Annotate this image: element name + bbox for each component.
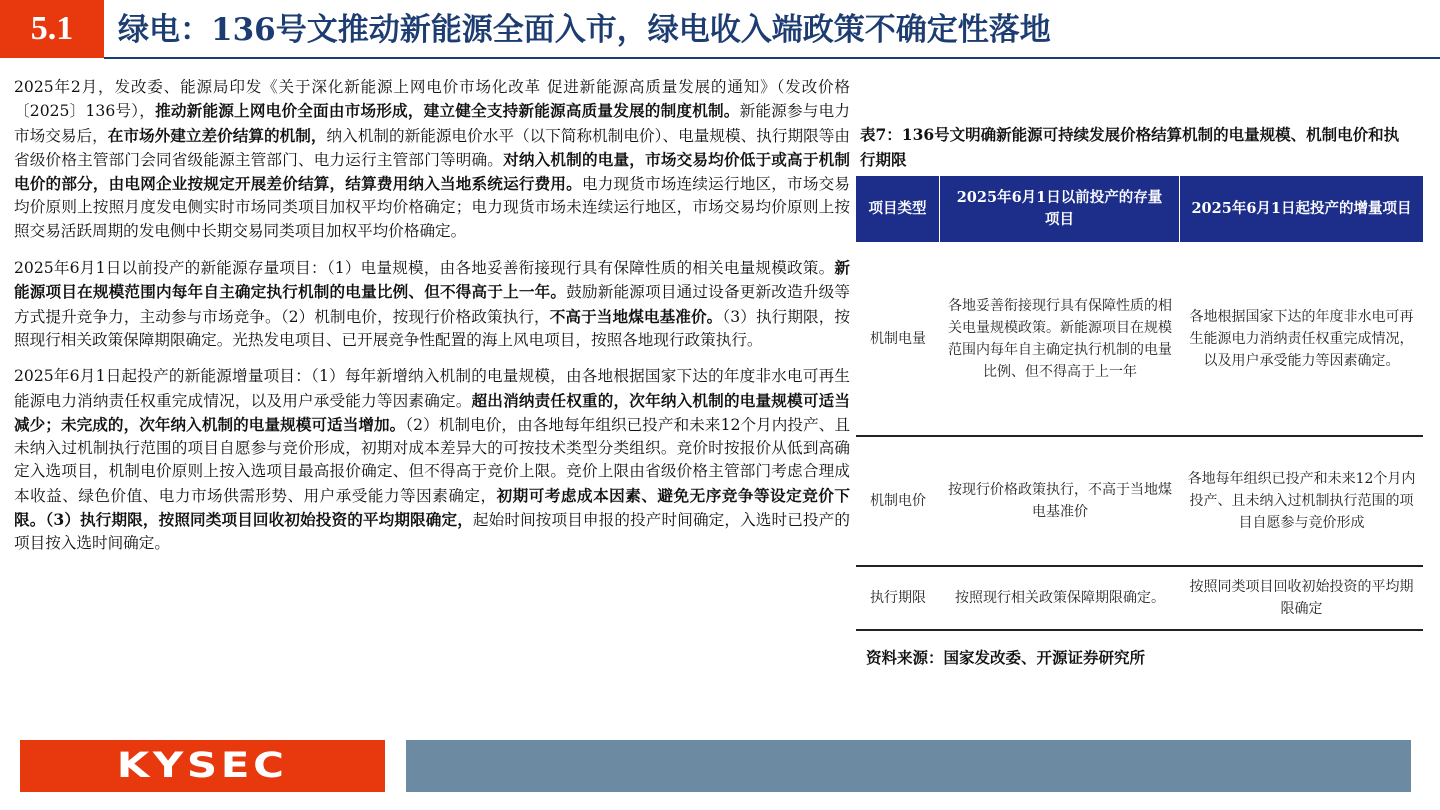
header-divider [104, 57, 1440, 59]
table-header-row [856, 176, 1423, 242]
emphasis-text: 不高于当地煤电基准价。 [549, 306, 723, 326]
emphasis-text: 对纳入机制的电量，市场交易均价低于或高于机制电价的部分，由电网企业按规定开展差价结算，结算费用纳入当地系统运行费用。 [14, 149, 850, 194]
emphasis-text: 超出消纳责任权重的，次年纳入机制的电量规模可适当减少；未完成的，次年纳入机制的电量规模可适当增加。 [14, 390, 850, 434]
paragraph-text: 2025年6月1日以前投产的新能源存量项目：（1）电量规模，由各地妥善衔接现行具有保障性质的相关电量规模政策。 [14, 259, 835, 278]
table-cell: 各地根据国家下达的年度非水电可再生能源电力消纳责任权重完成情况，以及用户承受能力等因素确定。 [1189, 308, 1414, 369]
emphasis-text: 在市场外建立差价结算的机制， [107, 125, 327, 145]
table-header-cell: 2025年6月1日以前投产的存量项目 [940, 176, 1180, 242]
table-source-note: 资料来源：国家发改委、开源证券研究所 [866, 648, 1146, 667]
paragraph-text: （3）执行期限，按照现行相关政策保障期限确定。光热发电项目、已开展竞争性配置的海上风电项目，按照各地现行政策执行。 [14, 307, 850, 349]
body-paragraph [14, 76, 850, 243]
paragraph-text: 2025年2月，发改委、能源局印发《关于深化新能源上网电价市场化改革 促进新能源高质量发展的通知》（发改价格〔2025〕136号）， [14, 78, 850, 121]
paragraph-text: 起始时间按项目申报的投产时间确定，入选时已投产的项目按入选时间确定。 [14, 511, 850, 553]
paragraph-text: 新能源参与电力市场交易后， [14, 102, 850, 145]
table-header-cell: 2025年6月1日起投产的增量项目 [1191, 200, 1412, 217]
table-cell: 按照同类项目回收初始投资的平均期限确定 [1189, 579, 1414, 617]
table-row [856, 242, 1423, 437]
footer-bar [406, 740, 1411, 792]
table-cell: 各地每年组织已投产和未来12个月内投产、且未纳入过机制执行范围的项目自愿参与竞价形成 [1187, 471, 1416, 531]
table-row [856, 567, 1423, 631]
logo-text: KYSEC [117, 746, 288, 786]
table-header-cell: 项目类型 [856, 176, 940, 242]
paragraph-text: 电力现货市场连续运行地区，市场交易均价原则上按照月度发电侧实时市场同类项目加权平均价格确定；电力现货市场未连续运行地区，市场交易均价原则上按照交易活跃周期的发电侧中长期交易同类项目加权平均价格确定。 [14, 175, 850, 240]
page-title: 绿电：136号文推动新能源全面入市，绿电收入端政策不确定性落地 [118, 12, 1051, 48]
paragraph-text: 纳入机制的新能源电价水平（以下简称机制电价）、电量规模、执行期限等由省级价格主管部门会同省级能源主管部门、电力运行主管部门等明确。 [14, 126, 850, 169]
table-cell: 按现行价格政策执行，不高于当地煤电基准价 [948, 482, 1172, 520]
emphasis-text: 初期可考虑成本因素、避免无序竞争等设定竞价下限。（3）执行期限，按照同类项目回收初始投资的平均期限确定， [14, 485, 850, 530]
emphasis-text: 推动新能源上网电价全面由市场形成，建立健全支持新能源高质量发展的制度机制。 [155, 101, 740, 121]
page-header [0, 0, 1440, 60]
paragraph-text: 鼓励新能源项目通过设备更新改造升级等方式提升竞争力，主动参与市场竞争。（2）机制电价，按现行价格政策执行， [14, 283, 850, 326]
body-text-column [14, 76, 850, 569]
table-cell: 执行期限 [870, 590, 926, 606]
policy-table [856, 176, 1423, 631]
table-caption: 表7：136号文明确新能源可持续发展价格结算机制的电量规模、机制电价和执行期限 [860, 125, 1400, 169]
paragraph-text: 2025年6月1日起投产的新能源增量项目：（1）每年新增纳入机制的电量规模，由各地根据国家下达的年度非水电可再生能源电力消纳责任权重完成情况，以及用户承受能力等因素确定。 [14, 367, 850, 410]
table-row [856, 437, 1423, 567]
table-cell: 各地妥善衔接现行具有保障性质的相关电量规模政策。新能源项目在规模范围内每年自主确定执行机制的电量比例、但不得高于上一年 [948, 297, 1172, 380]
table-cell: 机制电量 [870, 330, 926, 347]
body-paragraph [14, 365, 850, 555]
kysec-logo [20, 740, 385, 792]
paragraph-text: （2）机制电价，由各地每年组织已投产和未来12个月内投产、且未纳入过机制执行范围的项目自愿参与竞价形成，初期对成本差异大的可按技术类型分类组织。竞价时按报价从低到高确定入选项目，机制电价原则上按入选项目最高报价确定、但不得高于竞价上限。竞价上限由省级价格主管部门考虑合理成本收益、绿色价值、电力市场供需形势、用户承受能力等因素确定， [14, 415, 850, 505]
table-cell: 机制电价 [870, 493, 926, 509]
section-number-badge: 5.1 [0, 0, 104, 58]
body-paragraph [14, 256, 850, 352]
emphasis-text: 新能源项目在规模范围内每年自主确定执行机制的电量比例、但不得高于上一年。 [14, 258, 850, 302]
table-cell: 按照现行相关政策保障期限确定。 [955, 590, 1165, 606]
